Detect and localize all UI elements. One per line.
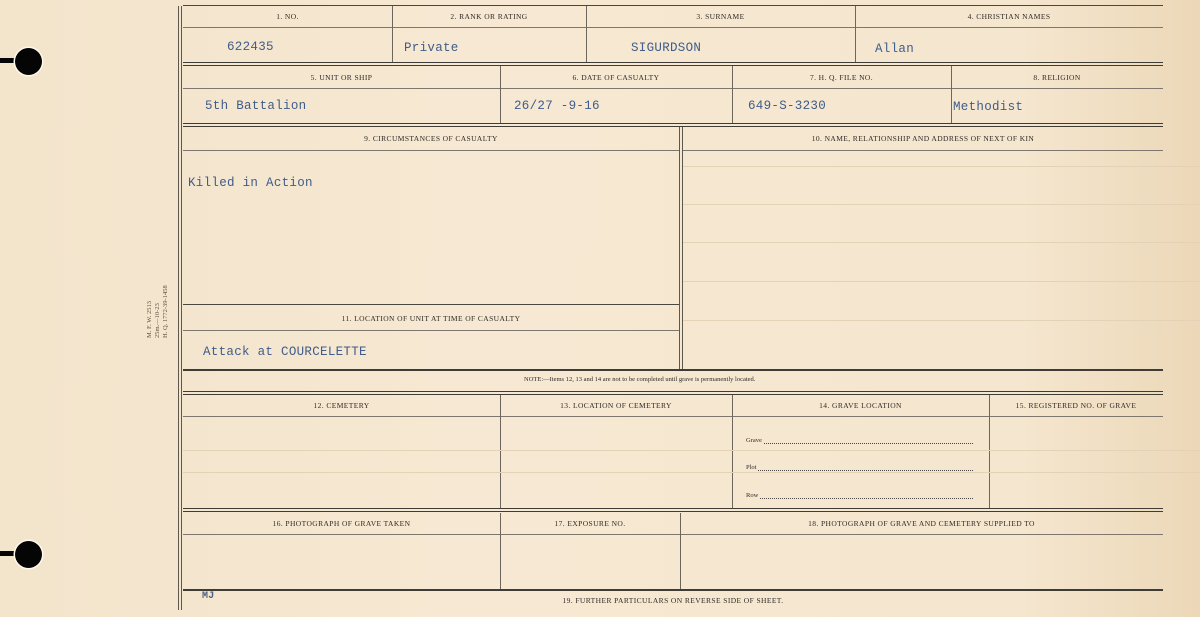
field-value-date-of-casualty: 26/27 -9-16 <box>514 99 600 113</box>
divider <box>500 395 501 508</box>
field-label-photo-supplied-to: 18. PHOTOGRAPH OF GRAVE AND CEMETERY SUPPLIED TO <box>808 519 1035 528</box>
punch-hole-top <box>15 48 42 75</box>
circumstances-label-rule <box>183 150 679 151</box>
field-label-unit: 5. UNIT OR SHIP <box>310 73 373 82</box>
completion-note: NOTE:—Items 12, 13 and 14 are not to be completed until grave is permanently located. <box>524 376 756 383</box>
field-value-rank: Private <box>404 41 459 55</box>
punch-hole-bottom <box>15 541 42 568</box>
field-label-circumstances: 9. CIRCUMSTANCES OF CASUALTY <box>364 134 498 143</box>
row1-label-rule <box>183 27 1163 28</box>
divider <box>679 127 683 369</box>
field-value-hq-file-no: 649-S-3230 <box>748 99 827 113</box>
location-top-rule <box>183 304 679 305</box>
field-label-date-of-casualty: 6. DATE OF CASUALTY <box>572 73 660 82</box>
ruled-line <box>183 472 1200 473</box>
note-top-rule <box>183 369 1163 371</box>
form-code: M. F. W. 2513 25m.—10-23 H. Q. 1772-39-1458 <box>146 285 169 338</box>
divider <box>732 395 733 508</box>
row-line: Row <box>746 492 973 499</box>
field-label-religion: 8. RELIGION <box>1033 73 1081 82</box>
note-bottom-rule <box>183 391 1163 395</box>
field-label-cemetery: 12. CEMETERY <box>313 401 370 410</box>
row2-label-rule <box>183 88 1163 89</box>
field-label-exposure-no: 17. EXPOSURE NO. <box>554 519 626 528</box>
row5-label-rule <box>183 534 1163 535</box>
field-value-surname: SIGURDSON <box>631 41 702 55</box>
field-label-grave-location: 14. GRAVE LOCATION <box>819 401 902 410</box>
footer-note: 19. FURTHER PARTICULARS ON REVERSE SIDE OF SHEET. <box>562 596 784 605</box>
ruled-line <box>683 242 1200 243</box>
field-value-christian-names: Allan <box>875 42 915 56</box>
ruled-line <box>683 204 1200 205</box>
location-label-rule <box>183 330 679 331</box>
field-label-location-of-cemetery: 13. LOCATION OF CEMETERY <box>560 401 672 410</box>
left-margin-rule <box>178 6 182 610</box>
plot-line: Plot <box>746 464 973 471</box>
field-value-no: 622435 <box>227 40 274 54</box>
ruled-line <box>683 281 1200 282</box>
field-label-rank: 2. RANK OR RATING <box>450 12 528 21</box>
field-label-registered-no: 15. REGISTERED NO. OF GRAVE <box>1015 401 1137 410</box>
row5-top-rule <box>183 508 1163 512</box>
row4-label-rule <box>183 416 1163 417</box>
field-label-next-of-kin: 10. NAME, RELATIONSHIP AND ADDRESS OF NEXT OF KIN <box>811 134 1035 143</box>
ruled-line <box>683 320 1200 321</box>
field-label-no: 1. NO. <box>276 12 299 21</box>
row1-top-rule <box>183 5 1163 6</box>
field-label-christian-names: 4. CHRISTIAN NAMES <box>967 12 1051 21</box>
row1-bottom-rule <box>183 62 1163 66</box>
grave-line: Grave <box>746 437 973 444</box>
field-label-hq-file-no: 7. H. Q. FILE NO. <box>809 73 874 82</box>
field-label-surname: 3. SURNAME <box>696 12 745 21</box>
ruled-line <box>683 166 1200 167</box>
field-value-circumstances: Killed in Action <box>188 176 313 190</box>
field-label-photo-taken: 16. PHOTOGRAPH OF GRAVE TAKEN <box>272 519 411 528</box>
field-label-location-of-unit: 11. LOCATION OF UNIT AT TIME OF CASUALTY <box>341 314 521 323</box>
ruled-line <box>183 450 1200 451</box>
field-value-location-of-unit: Attack at COURCELETTE <box>203 345 367 359</box>
divider <box>989 395 990 508</box>
footer-top-rule <box>183 589 1163 591</box>
next-of-kin-label-rule <box>683 150 1163 151</box>
field-value-unit: 5th Battalion <box>205 99 307 113</box>
field-value-religion: Methodist <box>953 100 1024 114</box>
row2-bottom-rule <box>183 123 1163 127</box>
clerk-initials: MJ <box>202 591 215 602</box>
